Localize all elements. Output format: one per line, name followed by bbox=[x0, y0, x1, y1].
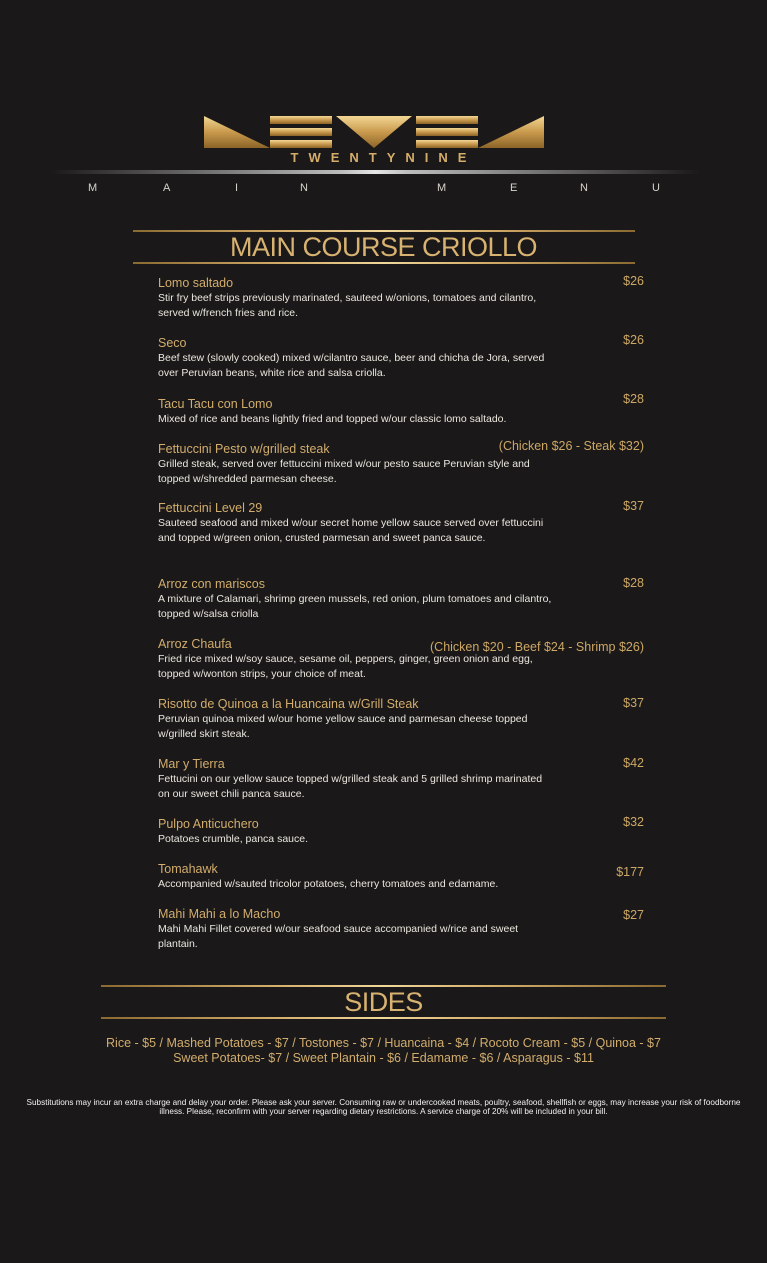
item-description: Peruvian quinoa mixed w/our home yellow sauce and parmesan cheese topped w/grilled skirt steak. bbox=[158, 713, 528, 740]
menu-item bbox=[158, 397, 553, 427]
item-name: Seco bbox=[158, 336, 187, 350]
item-price: $177 bbox=[616, 865, 644, 879]
menu-item bbox=[158, 862, 553, 892]
item-price: $28 bbox=[623, 392, 644, 406]
item-name: Pulpo Anticuchero bbox=[158, 817, 259, 831]
item-name: Tomahawk bbox=[158, 862, 218, 876]
item-name: Fettuccini Level 29 bbox=[158, 501, 263, 515]
disclaimer-text: Substitutions may incur an extra charge and delay your order. Please ask your server. Consuming raw or undercooked meats, poultry, seafood, shellfish or eggs, may increase your risk of foodborne illness. Please, reconfirm with your server regarding dietary restrictions. A service charge of 20% will be included in your bill. bbox=[26, 1098, 741, 1116]
menu-item bbox=[158, 697, 553, 742]
menu-letter: M bbox=[437, 182, 447, 194]
item-description: Accompanied w/sauted tricolor potatoes, cherry tomatoes and edamame. bbox=[158, 878, 499, 890]
section-title-main: MAIN COURSE CRIOLLO bbox=[229, 232, 538, 262]
item-price: (Chicken $20 - Beef $24 - Shrimp $26) bbox=[430, 640, 644, 654]
item-price: $26 bbox=[623, 274, 644, 288]
item-name: Mahi Mahi a lo Macho bbox=[158, 907, 281, 921]
item-price: $37 bbox=[623, 499, 644, 513]
sides-line-2: Sweet Potatoes- $7 / Sweet Plantain - $6 / Edamame - $6 / Asparagus - $11 bbox=[173, 1051, 594, 1065]
item-price: $42 bbox=[623, 756, 644, 770]
sides-rule-bottom bbox=[101, 1017, 666, 1019]
item-description: Grilled steak, served over fettuccini mixed w/our pesto sauce Peruvian style and topped w/shredded parmesan cheese. bbox=[158, 458, 530, 485]
item-price: $28 bbox=[623, 576, 644, 590]
item-name: Lomo saltado bbox=[158, 276, 234, 290]
item-name: Arroz Chaufa bbox=[158, 637, 232, 651]
menu-item bbox=[158, 442, 553, 487]
menu-item bbox=[158, 757, 553, 802]
item-description: A mixture of Calamari, shrimp green mussels, red onion, plum tomatoes and cilantro, topped w/salsa criolla bbox=[158, 593, 552, 620]
item-price: $37 bbox=[623, 696, 644, 710]
item-name: Arroz con mariscos bbox=[158, 577, 265, 591]
item-price: $26 bbox=[623, 333, 644, 347]
item-description: Mixed of rice and beans lightly fried and topped w/our classic lomo saltado. bbox=[158, 413, 507, 425]
item-name: Tacu Tacu con Lomo bbox=[158, 397, 273, 411]
item-price: $32 bbox=[623, 815, 644, 829]
item-name: Risotto de Quinoa a la Huancaina w/Grill Steak bbox=[158, 697, 419, 711]
menu-letter: E bbox=[510, 182, 518, 194]
menu-letter: M bbox=[88, 182, 98, 194]
menu-item bbox=[158, 501, 553, 546]
menu-letter: N bbox=[580, 182, 588, 194]
menu-item bbox=[158, 907, 553, 952]
menu-item bbox=[158, 336, 553, 381]
item-name: Mar y Tierra bbox=[158, 757, 225, 771]
menu-letter: U bbox=[652, 182, 660, 194]
menu-item bbox=[158, 276, 553, 321]
section-title-sides: SIDES bbox=[344, 987, 423, 1017]
brand-divider bbox=[50, 170, 700, 174]
item-description: Fettucini on our yellow sauce topped w/grilled steak and 5 grilled shrimp marinated on our sweet chili panca sauce. bbox=[158, 773, 543, 800]
brand-name: TWENTYNINE bbox=[290, 150, 477, 165]
item-description: Mahi Mahi Fillet covered w/our seafood sauce accompanied w/rice and sweet plantain. bbox=[158, 923, 519, 950]
menu-letter: I bbox=[235, 182, 239, 194]
menu-item bbox=[158, 577, 553, 622]
menu-item bbox=[158, 817, 553, 847]
item-description: Potatoes crumble, panca sauce. bbox=[158, 833, 309, 845]
sides-line-1: Rice - $5 / Mashed Potatoes - $7 / Tostones - $7 / Huancaina - $4 / Rocoto Cream - $5 / Quinoa - $7 bbox=[106, 1036, 661, 1050]
item-description: Sauteed seafood and mixed w/our secret home yellow sauce served over fettuccini and topped w/green onion, crusted parmesan and sweet panca sauce. bbox=[158, 517, 544, 544]
item-price: (Chicken $26 - Steak $32) bbox=[498, 439, 644, 453]
menu-letter: A bbox=[163, 182, 171, 194]
item-description: Beef stew (slowly cooked) mixed w/cilantro sauce, beer and chicha de Jora, served over Peruvian beans, white rice and salsa criolla. bbox=[158, 352, 545, 379]
menu-letter: N bbox=[300, 182, 308, 194]
item-description: Stir fry beef strips previously marinated, sauteed w/onions, tomatoes and cilantro, served w/french fries and rice. bbox=[158, 292, 537, 319]
item-price: $27 bbox=[623, 908, 644, 922]
item-description: Fried rice mixed w/soy sauce, sesame oil, peppers, ginger, green onion and egg, topped w/wonton strips, your choice of meat. bbox=[158, 653, 533, 680]
section-rule-bottom bbox=[133, 262, 635, 264]
twentynine-logo bbox=[204, 112, 544, 150]
item-name: Fettuccini Pesto w/grilled steak bbox=[158, 442, 330, 456]
